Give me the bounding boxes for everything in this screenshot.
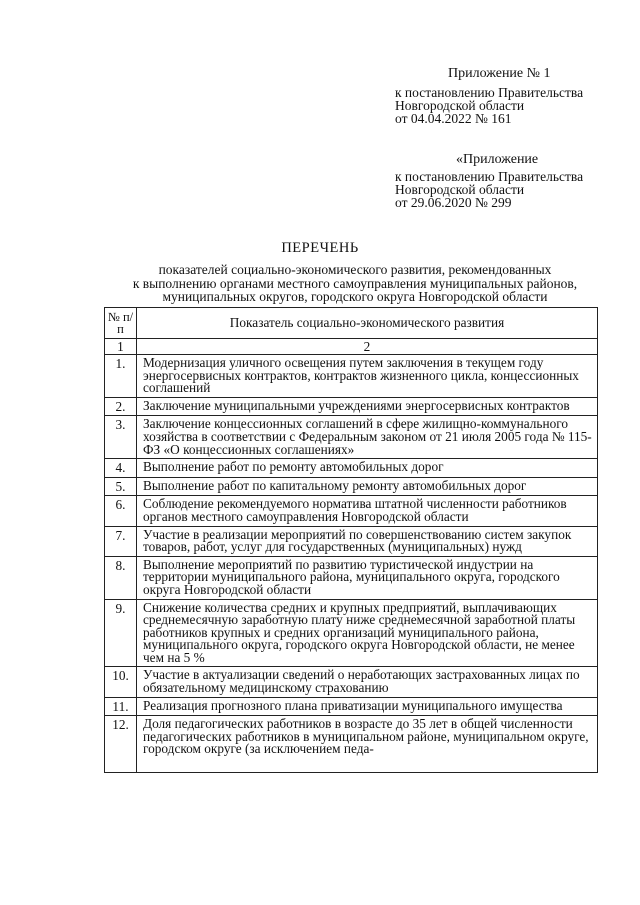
row-indicator — [137, 716, 598, 773]
appendix-1-line: от 04.04.2022 № 161 — [395, 111, 512, 126]
row-indicator: Участие в актуализации сведений о неработающих застрахованных лицах по обязательному медицинскому страхованию — [137, 667, 598, 697]
table-row — [105, 697, 598, 716]
index-col-2: 2 — [137, 339, 598, 355]
appendix-1-line: Новгородской области — [395, 98, 525, 113]
appendix-1-reference — [395, 86, 583, 125]
row-indicator: Соблюдение рекомендуемого норматива штатной численности работников органов местного самоуправления Новгородской области — [137, 496, 598, 526]
table-row — [105, 556, 598, 599]
header-indicator: Показатель социально-экономического развития — [137, 308, 598, 339]
indicators-table — [104, 307, 598, 773]
appendix-2-line: от 29.06.2020 № 299 — [395, 195, 512, 210]
appendix-2-line: Новгородской области — [395, 182, 525, 197]
row-number: 10. — [105, 667, 137, 697]
table-row — [105, 416, 598, 459]
table-row — [105, 716, 598, 773]
row-number: 3. — [105, 416, 137, 459]
row-indicator-clipped: Доля педагогических работников в возрасте до 35 лет в общей численности педагогических работников в муниципальном районе, муниципальном округе, городском округе (за исключением педа- — [143, 718, 589, 757]
table-row — [105, 599, 598, 667]
table-row — [105, 355, 598, 398]
row-indicator: Заключение муниципальными учреждениями энергосервисных контрактов — [137, 397, 598, 416]
row-number: 12. — [105, 716, 137, 773]
row-number: 9. — [105, 599, 137, 667]
row-number: 4. — [105, 459, 137, 478]
subtitle-line: показателей социально-экономического развития, рекомендованных — [158, 262, 552, 277]
row-indicator: Заключение концессионных соглашений в сфере жилищно-коммунального хозяйства в соответствии с Федеральным законом от 21 июля 2005 года № 115-ФЗ «О концессионных соглашениях» — [137, 416, 598, 459]
appendix-2-line: к постановлению Правительства — [395, 169, 584, 184]
table-row — [105, 667, 598, 697]
table-row — [105, 459, 598, 478]
subtitle-line: муниципальных округов, городского округа Новгородской области — [162, 289, 548, 304]
row-indicator: Выполнение работ по капитальному ремонту автомобильных дорог — [137, 477, 598, 496]
row-number: 11. — [105, 697, 137, 716]
row-number: 8. — [105, 556, 137, 599]
row-number: 2. — [105, 397, 137, 416]
appendix-2-reference — [395, 170, 583, 209]
appendix-1-title: Приложение № 1 — [448, 66, 551, 81]
row-indicator: Участие в реализации мероприятий по совершенствованию систем закупок товаров, работ, услуг для государственных (муниципальных) нужд — [137, 526, 598, 556]
header-num: № п/п — [105, 308, 137, 339]
appendix-1-line: к постановлению Правительства — [395, 85, 584, 100]
index-col-1: 1 — [105, 339, 137, 355]
row-number: 6. — [105, 496, 137, 526]
table-row — [105, 496, 598, 526]
subtitle-line: к выполнению органами местного самоуправления муниципальных районов, — [132, 275, 578, 291]
document-title: ПЕРЕЧЕНЬ — [281, 240, 359, 256]
table-header-row — [105, 308, 598, 339]
table-row — [105, 526, 598, 556]
table-row — [105, 397, 598, 416]
row-indicator: Выполнение мероприятий по развитию туристической индустрии на территории муниципального района, муниципального округа, городского округа Новгородской области — [137, 556, 598, 599]
row-indicator: Выполнение работ по ремонту автомобильных дорог — [137, 459, 598, 478]
row-number: 7. — [105, 526, 137, 556]
row-number: 5. — [105, 477, 137, 496]
document-subtitle — [100, 263, 610, 304]
row-indicator: Снижение количества средних и крупных предприятий, выплачивающих среднемесячную заработную плату ниже среднемесячной заработной платы работников крупных и средних организаций муниципального района, муниципального округа, городского округа Новгородской области, не менее чем на 5 % — [137, 599, 598, 667]
table-index-row — [105, 339, 598, 355]
row-number: 1. — [105, 355, 137, 398]
row-indicator: Модернизация уличного освещения путем заключения в текущем году энергосервисных контрактов, контрактов жизненного цикла, концессионных соглашений — [137, 355, 598, 398]
table-row — [105, 477, 598, 496]
row-indicator: Реализация прогнозного плана приватизации муниципального имущества — [137, 697, 598, 716]
appendix-2-title: «Приложение — [456, 152, 539, 167]
